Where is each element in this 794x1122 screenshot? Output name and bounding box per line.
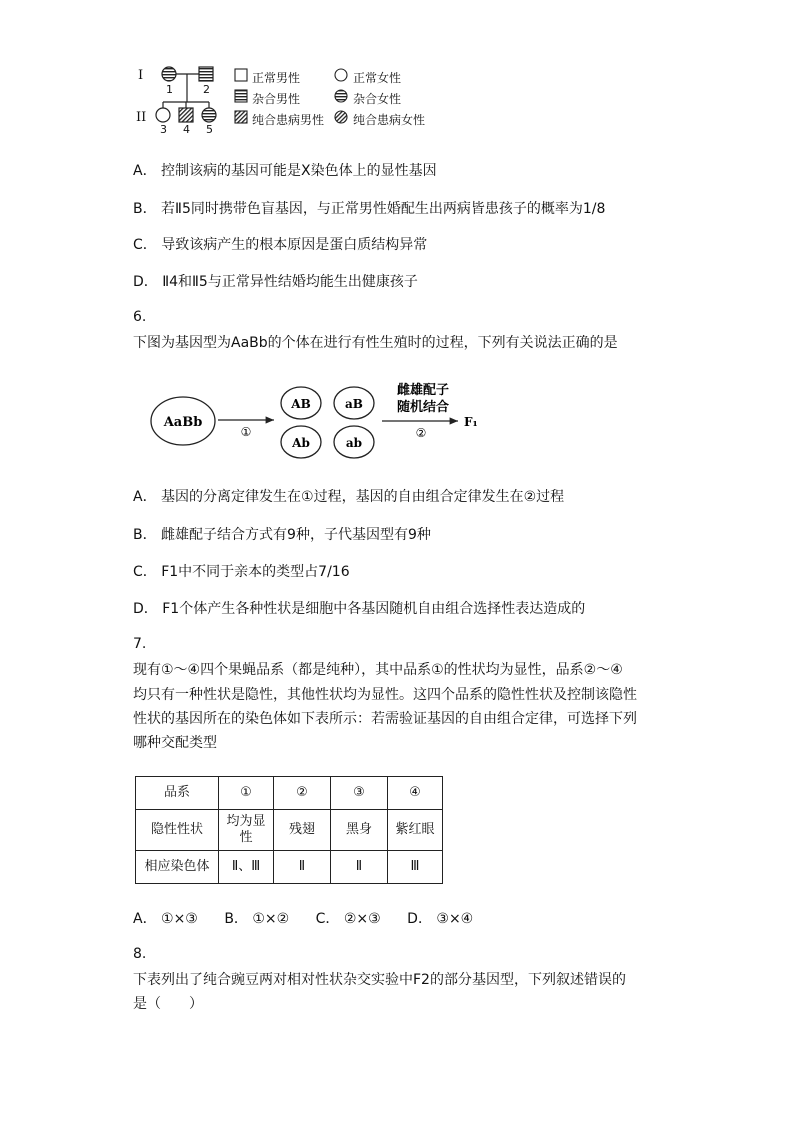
table-cell: Ⅱ	[331, 851, 388, 884]
table-cell: 隐性性状	[136, 810, 219, 851]
q7-table	[135, 776, 443, 884]
generation-label-1: I	[138, 68, 144, 83]
table-cell: 均为显性	[219, 810, 274, 851]
parent-genotype: AaBb	[163, 415, 203, 430]
legend-hetero-male: 杂合男性	[252, 92, 301, 106]
gamete-Ab-label: Ab	[292, 436, 310, 450]
q6-option-b: B． 雌雄配子结合方式有9种，子代基因型有9种	[133, 527, 431, 543]
q7-stem-line-3: 性状的基因所在的染色体如下表所示：若需验证基因的自由组合定律，可选择下列	[133, 711, 637, 727]
q6-number: 6.	[133, 309, 147, 325]
table-cell: 黑身	[331, 810, 388, 851]
pedigree-female-1	[162, 67, 176, 81]
q7-number: 7.	[133, 636, 147, 652]
table-cell: Ⅱ、Ⅲ	[219, 851, 274, 884]
q5-option-d: D． Ⅱ4和Ⅱ5与正常异性结婚均能生出健康孩子	[133, 274, 418, 290]
meiosis-diagram	[148, 378, 508, 468]
gamete-aB-label: aB	[345, 397, 363, 411]
q8-stem-line-1: 下表列出了纯合豌豆两对相对性状杂交实验中F2的部分基因型，下列叙述错误的	[133, 972, 626, 988]
q7-stem-line-4: 哪种交配类型	[133, 735, 217, 751]
q7-stem-line-1: 现有①～④四个果蝇品系（都是纯种），其中品系①的性状均为显性，品系②～④	[133, 662, 623, 678]
pedigree-female-5	[202, 108, 216, 122]
legend-hetero-female: 杂合女性	[353, 92, 402, 106]
legend-affected-female: 纯合患病女性	[353, 113, 426, 127]
pedigree-male-4	[179, 108, 193, 122]
gamete-AB-label: AB	[291, 397, 311, 411]
q8-number: 8.	[133, 946, 147, 962]
legend-normal-female: 正常女性	[353, 71, 402, 85]
pedigree-female-3	[156, 108, 170, 122]
q7-option-d: D． ③×④	[407, 911, 474, 927]
table-row	[136, 777, 443, 810]
table-header-cell: ③	[331, 777, 388, 810]
pedigree-male-2	[199, 67, 213, 81]
table-cell: 紫红眼	[388, 810, 443, 851]
q6-option-a: A． 基因的分离定律发生在①过程，基因的自由组合定律发生在②过程	[133, 489, 565, 505]
table-header-cell: 品系	[136, 777, 219, 810]
table-row	[136, 851, 443, 884]
f1-label: F₁	[464, 415, 478, 429]
q6-stem: 下图为基因型为AaBb的个体在进行有性生殖时的过程，下列有关说法正确的是	[133, 335, 618, 351]
q5-option-c: C． 导致该病产生的根本原因是蛋白质结构异常	[133, 237, 428, 253]
legend-affected-male: 纯合患病男性	[252, 113, 325, 127]
q7-stem-line-2: 均只有一种性状是隐性，其他性状均为显性。这四个品系的隐性性状及控制该隐性	[133, 687, 637, 703]
table-header-cell: ②	[274, 777, 331, 810]
step-2-caption-1: 雌雄配子	[396, 383, 450, 398]
table-header-cell: ④	[388, 777, 443, 810]
step-2-label: ②	[415, 426, 427, 440]
q7-option-a: A． ①×③	[133, 911, 198, 927]
table-cell: 残翅	[274, 810, 331, 851]
step-1-label: ①	[240, 425, 252, 439]
pedigree-number-4: 4	[183, 123, 190, 136]
gamete-ab-label: ab	[345, 436, 363, 450]
q7-options	[133, 908, 473, 928]
table-header-cell: ①	[219, 777, 274, 810]
table-cell: Ⅱ	[274, 851, 331, 884]
table-cell: 相应染色体	[136, 851, 219, 884]
q5-option-b: B． 若Ⅱ5同时携带色盲基因，与正常男性婚配生出两病皆患孩子的概率为1/8	[133, 201, 606, 217]
table-cell: Ⅲ	[388, 851, 443, 884]
q6-option-c: C． F1中不同于亲本的类型占7/16	[133, 564, 350, 580]
q7-option-b: B． ①×②	[224, 911, 290, 927]
pedigree-number-3: 3	[160, 123, 167, 136]
legend-normal-male: 正常男性	[252, 71, 301, 85]
generation-label-2: II	[136, 110, 147, 125]
table-row	[136, 810, 443, 851]
q8-stem-line-2: 是（ ）	[133, 996, 203, 1012]
step-2-caption-2: 随机结合	[396, 400, 450, 415]
pedigree-number-1: 1	[166, 83, 173, 96]
pedigree-number-5: 5	[206, 123, 213, 136]
q5-option-a: A． 控制该病的基因可能是X染色体上的显性基因	[133, 163, 437, 179]
q7-option-c: C． ②×③	[315, 911, 381, 927]
pedigree-number-2: 2	[203, 83, 210, 96]
q6-option-d: D． F1个体产生各种性状是细胞中各基因随机自由组合选择性表达造成的	[133, 601, 586, 617]
